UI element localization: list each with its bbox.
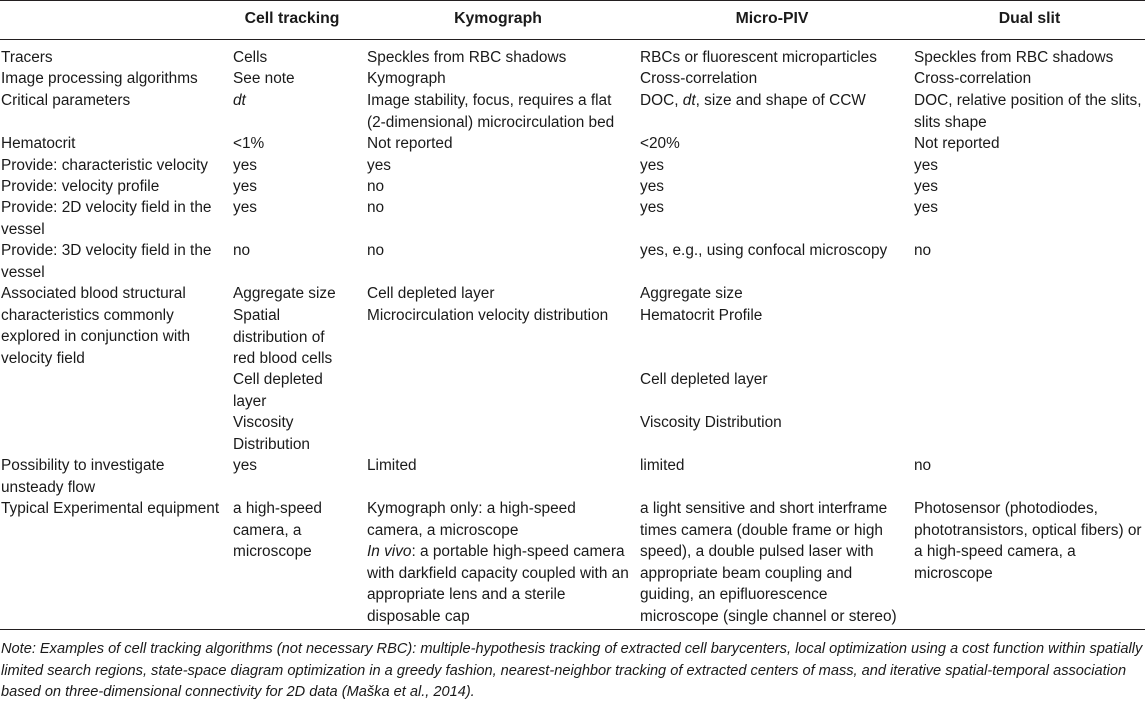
char-velocity-dual-slit: yes xyxy=(914,157,938,174)
structural-micro-piv-3: Cell depleted layer xyxy=(640,371,768,388)
tracers-cell-tracking: Cells xyxy=(233,49,268,66)
critical-kymograph: Image stability, focus, requires a flat (2-dimensional) microcirculation bed xyxy=(367,92,615,131)
row-label-characteristic-velocity: Provide: characteristic velocity xyxy=(1,157,208,174)
hematocrit-dual-slit: Not reported xyxy=(914,135,1000,152)
column-header-kymograph: Kymograph xyxy=(454,10,542,27)
field-2d-kymograph: no xyxy=(367,199,385,216)
row-label-unsteady-flow: Possibility to investigate unsteady flow xyxy=(1,457,165,496)
field-3d-kymograph: no xyxy=(367,242,385,259)
hematocrit-micro-piv: <20% xyxy=(640,135,680,152)
row-label-algorithms: Image processing algorithms xyxy=(1,70,198,87)
algorithms-dual-slit: Cross-correlation xyxy=(914,70,1032,87)
field-3d-dual-slit: no xyxy=(914,242,932,259)
row-label-tracers: Tracers xyxy=(1,49,53,66)
critical-micro-piv-dt: dt xyxy=(682,92,696,109)
unsteady-dual-slit: no xyxy=(914,457,932,474)
critical-cell-tracking: dt xyxy=(233,92,246,109)
velocity-profile-dual-slit: yes xyxy=(914,178,938,195)
critical-micro-piv-post: , size and shape of CCW xyxy=(695,92,866,109)
structural-cell-tracking-2: Spatial distribution of red blood cells xyxy=(233,307,333,367)
tracers-kymograph: Speckles from RBC shadows xyxy=(367,49,567,66)
equipment-micro-piv: a light sensitive and short interframe times camera (double frame or high speed), a double pulsed laser with appropriate beam coupling and guiding, an epifluorescence microscope (single channel or stereo) xyxy=(640,500,897,625)
row-label-3d-velocity-field: Provide: 3D velocity field in the vessel xyxy=(1,242,212,281)
char-velocity-micro-piv: yes xyxy=(640,157,664,174)
structural-cell-tracking-4: Viscosity Distribution xyxy=(233,414,310,453)
unsteady-cell-tracking: yes xyxy=(233,457,257,474)
structural-cell-tracking-1: Aggregate size xyxy=(233,285,336,302)
structural-micro-piv-2: Hematocrit Profile xyxy=(640,307,763,324)
field-3d-cell-tracking: no xyxy=(233,242,251,259)
tracers-dual-slit: Speckles from RBC shadows xyxy=(914,49,1114,66)
structural-micro-piv-4: Viscosity Distribution xyxy=(640,414,782,431)
table-top-rule xyxy=(0,0,1145,1)
velocity-profile-kymograph: no xyxy=(367,178,385,195)
unsteady-micro-piv: limited xyxy=(640,457,685,474)
algorithms-micro-piv: Cross-correlation xyxy=(640,70,758,87)
unsteady-kymograph: Limited xyxy=(367,457,417,474)
equipment-kymograph-in-vivo: In vivo xyxy=(367,543,412,560)
row-label-equipment: Typical Experimental equipment xyxy=(1,500,220,517)
table-header-rule xyxy=(0,39,1145,40)
column-header-dual-slit: Dual slit xyxy=(998,10,1061,27)
tracers-micro-piv: RBCs or fluorescent microparticles xyxy=(640,49,877,66)
row-label-2d-velocity-field: Provide: 2D velocity field in the vessel xyxy=(1,199,212,238)
algorithms-cell-tracking: See note xyxy=(233,70,295,87)
algorithms-kymograph: Kymograph xyxy=(367,70,446,87)
row-label-critical-parameters: Critical parameters xyxy=(1,92,131,109)
critical-dual-slit: DOC, relative position of the slits, slits shape xyxy=(914,92,1142,131)
equipment-kymograph-in-vivo-text: : a portable high-speed camera with darkfield capacity coupled with an appropriate lens and a sterile disposable cap xyxy=(367,543,629,625)
hematocrit-kymograph: Not reported xyxy=(367,135,453,152)
equipment-kymograph-line-1: Kymograph only: a high-speed camera, a microscope xyxy=(367,500,576,539)
equipment-dual-slit: Photosensor (photodiodes, phototransistors, optical fibers) or a high-speed camera, a microscope xyxy=(914,500,1142,582)
equipment-kymograph-line-2 xyxy=(367,541,629,627)
char-velocity-kymograph: yes xyxy=(367,157,391,174)
field-3d-micro-piv: yes, e.g., using confocal microscopy xyxy=(640,242,888,259)
structural-kymograph-2: Microcirculation velocity distribution xyxy=(367,307,609,324)
field-2d-dual-slit: yes xyxy=(914,199,938,216)
velocity-profile-micro-piv: yes xyxy=(640,178,664,195)
row-label-velocity-profile: Provide: velocity profile xyxy=(1,178,160,195)
structural-cell-tracking-3: Cell depleted layer xyxy=(233,371,323,410)
table-note: Note: Examples of cell tracking algorithms (not necessary RBC): multiple-hypothesis tracking of extracted cell barycenters, local optimization using a cost function within spatially limited search regions, state-space diagram optimization in a greedy fashion, nearest-neighbor tracking of extracted centers of mass, and iterative spatial-temporal association based on three-dimensional connectivity for 2D data (Maška et al., 2014). xyxy=(1,641,1143,700)
critical-micro-piv xyxy=(640,90,904,112)
critical-micro-piv-pre: DOC, xyxy=(640,92,683,109)
char-velocity-cell-tracking: yes xyxy=(233,157,257,174)
structural-kymograph-1: Cell depleted layer xyxy=(367,285,495,302)
field-2d-micro-piv: yes xyxy=(640,199,664,216)
field-2d-cell-tracking: yes xyxy=(233,199,257,216)
equipment-kymograph xyxy=(367,498,629,627)
velocity-profile-cell-tracking: yes xyxy=(233,178,257,195)
column-header-micro-piv: Micro-PIV xyxy=(735,10,809,27)
row-label-structural-characteristics: Associated blood structural characteristics commonly explored in conjunction with velocity field xyxy=(1,285,191,367)
hematocrit-cell-tracking: <1% xyxy=(233,135,265,152)
column-header-cell-tracking: Cell tracking xyxy=(244,10,340,27)
structural-micro-piv-1: Aggregate size xyxy=(640,285,743,302)
row-label-hematocrit: Hematocrit xyxy=(1,135,76,152)
table-bottom-rule xyxy=(0,629,1145,630)
equipment-cell-tracking: a high-speed camera, a microscope xyxy=(233,500,322,560)
